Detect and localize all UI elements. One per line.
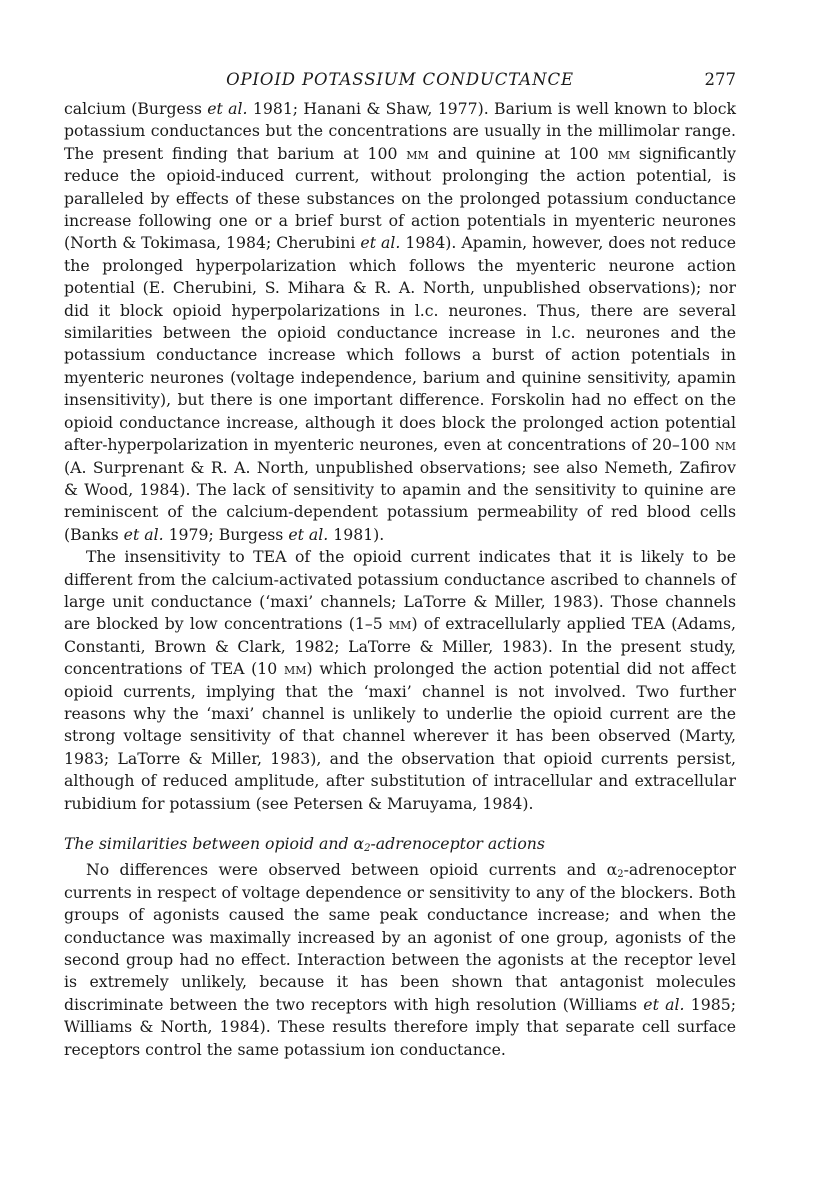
text-run: 1981; Hanani & Shaw, 1977). Barium is well known to block potassium conductances but the concentrations are usually in the millimolar range. The present finding that barium at 100 (64, 99, 736, 163)
text-run: The similarities between opioid and (64, 834, 354, 853)
et-al: et al. (643, 994, 685, 1014)
text-run: -adrenoceptor actions (370, 834, 545, 853)
text-run: ) of extracellularly applied TEA (Adams, Constanti, Brown & Clark, 1982; LaTorre & Miller, 1983). In the present study, concentrations of TEA (10 (64, 614, 736, 679)
text-run: 1985; Williams & North, 1984). These results therefore imply that separate cell surface receptors control the same potassium ion conductance. (64, 994, 736, 1059)
page-content (64, 70, 736, 1061)
unit: mm (283, 659, 307, 679)
text-run: No differences were observed between opioid currents and (86, 860, 607, 880)
unit: mm (388, 614, 412, 634)
page-number: 277 (704, 70, 736, 89)
alpha-symbol: α (606, 860, 618, 880)
paragraph-3 (64, 859, 736, 1061)
text-run: significantly reduce the opioid-induced current, without prolonging the action potential, is paralleled by effects of these substances on the prolonged potassium conductance increase following one or a brief burst of action potentials in myenteric neurones (North & Tokimasa, 1984; Cherubini (64, 143, 737, 253)
section-heading (64, 833, 736, 855)
text-run: 1979; Burgess (163, 524, 289, 544)
paragraph-2 (64, 546, 736, 815)
et-al: et al. (360, 233, 401, 253)
unit: μm (607, 143, 631, 163)
running-title: OPIOID POTASSIUM CONDUCTANCE (226, 70, 574, 89)
text-run: 1984). Apamin, however, does not reduce the prolonged hyperpolarization which follows the myenteric neurone action potential (E. Cherubini, S. Mihara & R. A. North, unpublished observations); nor did it block opioid hyperpolarizations in l.c. neurones. Thus, there are several similarities between the opioid conductance increase in l.c. neurones and the potassium conductance increase which follows a burst of action potentials in myenteric neurones (voltage independence, barium and quinine sensitivity, apamin insensitivity), but there is one important difference. Forskolin had no effect on the opioid conductance increase, although it does block the prolonged action potential after-hyperpolarization in myenteric neurones, even at concentrations of 20–100 (64, 233, 736, 455)
text-run: and quinine at 100 (428, 143, 608, 163)
alpha-symbol: α (353, 834, 365, 853)
paragraph-1 (64, 98, 736, 546)
text-run: ) which prolonged the action potential did not affect opioid currents, implying that the ‘maxi’ channel is not involved. Two further reasons why the ‘maxi’ channel is unlikely to underlie the opioid current are the strong voltage sensitivity of that channel wherever it has been observed (Marty, 1983; LaTorre & Miller, 1983), and the observation that opioid currents persist, although of reduced amplitude, after substitution of intracellular and extracellular rubidium for potassium (see Petersen & Maruyama, 1984). (64, 659, 737, 813)
text-run: calcium (Burgess (64, 99, 208, 118)
unit: μm (406, 143, 429, 163)
et-al: et al. (288, 524, 329, 544)
et-al: et al. (207, 99, 248, 118)
text-run: 1981). (328, 524, 385, 544)
text-run: (A. Surprenant & R. A. North, unpublished observations; see also Nemeth, Zafirov & Wood, 1984). The lack of sensitivity to apamin and the sensitivity to quinine are reminiscent of the calcium-dependent potassium permeability of red blood cells (Banks (64, 457, 736, 544)
et-al: et al. (123, 524, 164, 544)
unit: nm (715, 435, 736, 455)
running-header (64, 70, 736, 98)
subscript: 2 (364, 843, 371, 854)
text-run: The insensitivity to TEA of the opioid current indicates that it is likely to be different from the calcium-activated potassium conductance ascribed to channels of large unit conductance (‘maxi’ channels; LaTorre & Miller, 1983). Those channels are blocked by low concentrations (1–5 (64, 547, 736, 634)
text-run: -adrenoceptor currents in respect of voltage dependence or sensitivity to any of the blockers. Both groups of agonists caused the same peak conductance increase; and when the conductance was maximally increased by an agonist of one group, agonists of the second group had no effect. Interaction between the agonists at the receptor level is extremely unlikely, because it has been shown that antagonist molecules discriminate between the two receptors with high resolution (Williams (64, 860, 736, 1014)
subscript: 2 (617, 869, 624, 881)
